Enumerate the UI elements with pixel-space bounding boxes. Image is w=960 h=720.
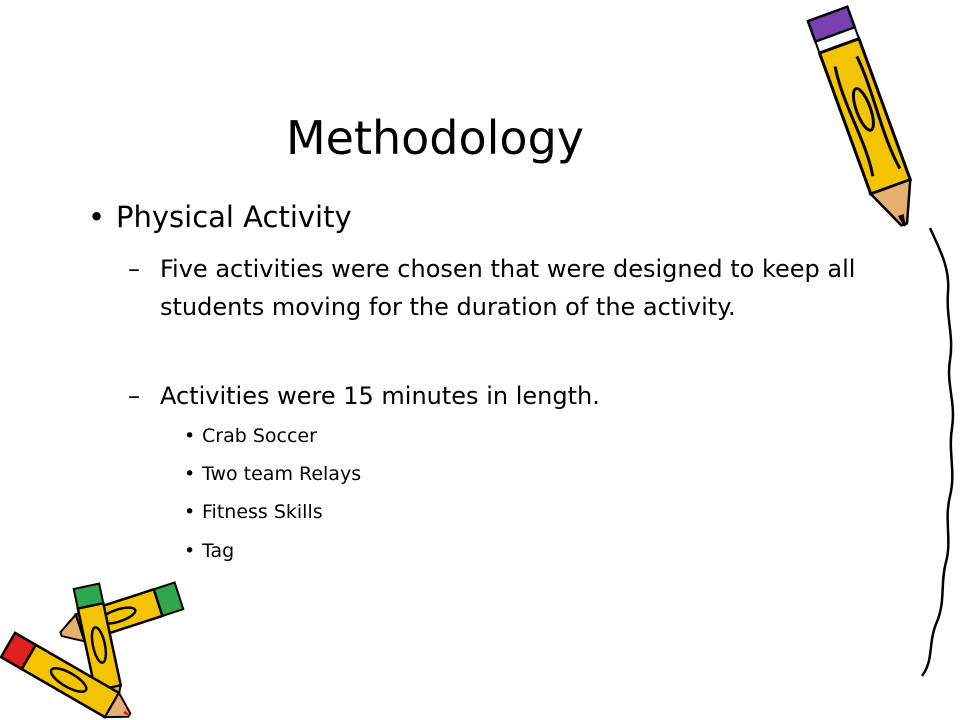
squiggle-line: [922, 228, 953, 676]
list-item-label: Fitness Skills: [202, 501, 323, 523]
bullet-marker: •: [184, 540, 196, 562]
dash-marker: –: [128, 382, 140, 410]
bullet-marker: •: [184, 501, 196, 523]
sub-bullet-text: Five activities were chosen that were designed to keep all students moving for the duration of the activity.: [160, 255, 856, 321]
bullet-marker: •: [88, 200, 106, 234]
sub-bullet-text: Activities were 15 minutes in length.: [160, 382, 600, 410]
list-item-label: Crab Soccer: [202, 425, 317, 447]
bullet-text: Physical Activity: [116, 200, 352, 234]
slide-title: Methodology: [285, 111, 584, 165]
bullet-marker: •: [184, 463, 196, 485]
list-item-label: Two team Relays: [202, 463, 362, 485]
list-item-label: Tag: [202, 540, 235, 562]
dash-marker: –: [128, 255, 140, 283]
pencils-icon: [0, 575, 200, 720]
bullet-marker: •: [184, 425, 196, 447]
